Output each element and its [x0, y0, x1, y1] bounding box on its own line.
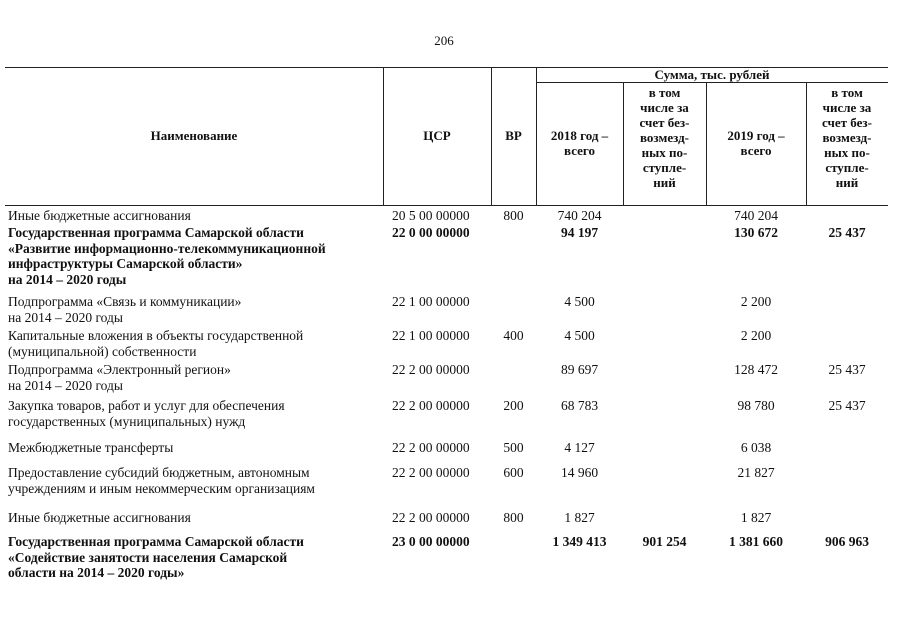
row-name-line: учреждениям и иным некоммерческим организациям: [8, 480, 315, 496]
row-y2018: 14 960: [560, 465, 599, 480]
row-name: [8, 398, 285, 429]
row-name-line: Подпрограмма «Связь и коммуникации»: [8, 294, 242, 309]
row-csr: 22 2 00 00000: [392, 440, 470, 455]
header-line: возмезд-: [822, 130, 872, 145]
sum-group-underline: [536, 82, 888, 83]
header-line: 2018 год –: [550, 128, 609, 143]
header-line: ных по-: [824, 145, 870, 160]
header-line: ступле-: [825, 160, 869, 175]
header-line: всего: [564, 143, 595, 158]
row-y2018: 68 783: [560, 398, 599, 413]
row-y2018: 740 204: [557, 208, 602, 223]
row-name-line: на 2014 – 2020 годы: [8, 377, 123, 393]
header-csr: ЦСР: [423, 128, 451, 143]
row-name: [8, 465, 315, 496]
header-bottom-border: [5, 205, 888, 206]
row-csr: 22 1 00 00000: [392, 294, 470, 309]
row-name-line: «Развитие информационно-телекоммуникационной: [8, 240, 326, 256]
row-name: [8, 534, 304, 581]
row-name-line: Государственная программа Самарской области: [8, 225, 304, 240]
row-name-line: (муниципальной) собственности: [8, 343, 197, 359]
row-csr: 22 2 00 00000: [392, 465, 470, 480]
row-y2018: 1 349 413: [552, 534, 607, 549]
row-name-line: «Содействие занятости населения Самарской: [8, 549, 288, 565]
row-y2019-free: 25 437: [828, 398, 866, 413]
header-vr: ВР: [505, 128, 522, 143]
row-y2018: 4 500: [564, 294, 595, 309]
row-y2018-free: 901 254: [642, 534, 687, 549]
header-line: 2019 год –: [727, 128, 785, 143]
row-csr: 22 2 00 00000: [392, 510, 470, 525]
row-name: [8, 294, 241, 325]
header-name: Наименование: [150, 128, 238, 143]
page-number: 206: [434, 33, 454, 48]
row-name: [8, 362, 231, 393]
header-line: в том: [648, 85, 681, 100]
header-line: ступле-: [642, 160, 687, 175]
header-line: в том: [831, 85, 863, 100]
row-name-line: области на 2014 – 2020 годы»: [8, 565, 185, 580]
row-y2019: 740 204: [734, 208, 778, 223]
row-name: [8, 225, 326, 287]
row-csr: 23 0 00 00000: [392, 534, 470, 549]
row-vr: 800: [503, 208, 524, 223]
row-y2019-free: 906 963: [825, 534, 869, 549]
header-2018-total: [536, 128, 623, 158]
header-2018-free: [623, 85, 706, 190]
row-y2019: 98 780: [737, 398, 775, 413]
row-y2019: 130 672: [734, 225, 778, 240]
row-y2018: 94 197: [560, 225, 599, 240]
row-csr: 22 2 00 00000: [392, 398, 470, 413]
row-name: [8, 328, 303, 359]
row-y2019: 1 381 660: [729, 534, 783, 549]
row-name-line: государственных (муниципальных) нужд: [8, 413, 246, 429]
header-line: счет без-: [822, 115, 872, 130]
row-vr: 400: [503, 328, 524, 343]
row-vr: 800: [503, 510, 524, 525]
row-name-line: Закупка товаров, работ и услуг для обеспечения: [8, 398, 285, 413]
header-line: числе за: [822, 100, 872, 115]
row-name-line: Государственная программа Самарской области: [8, 534, 304, 549]
row-y2019: 128 472: [734, 362, 778, 377]
row-name-line: Межбюджетные трансферты: [8, 440, 174, 455]
header-sum-group: Сумма, тыс. рублей: [654, 67, 770, 82]
row-csr: 22 0 00 00000: [392, 225, 470, 240]
row-vr: 200: [503, 398, 524, 413]
header-line: счет без-: [639, 115, 690, 130]
row-y2019: 21 827: [737, 465, 775, 480]
row-y2019: 2 200: [740, 294, 772, 309]
row-y2018: 1 827: [564, 510, 595, 525]
row-name: [8, 510, 191, 526]
row-name-line: Подпрограмма «Электронный регион»: [8, 362, 231, 377]
row-csr: 22 2 00 00000: [392, 362, 470, 377]
header-line: возмезд-: [640, 130, 689, 145]
row-y2019-free: 25 437: [828, 362, 866, 377]
row-csr: 22 1 00 00000: [392, 328, 470, 343]
row-name-line: Иные бюджетные ассигнования: [8, 208, 191, 223]
row-name-line: на 2014 – 2020 годы: [8, 271, 127, 287]
row-y2018: 4 127: [564, 440, 595, 455]
header-line: ний: [653, 175, 676, 190]
row-name-line: Иные бюджетные ассигнования: [8, 510, 191, 525]
row-name-line: инфраструктуры Самарской области»: [8, 256, 243, 271]
row-name-line: Предоставление субсидий бюджетным, автономным: [8, 465, 310, 480]
row-y2019: 2 200: [740, 328, 772, 343]
row-name-line: Капитальные вложения в объекты государственной: [8, 328, 304, 343]
row-y2018: 89 697: [560, 362, 599, 377]
row-name-line: на 2014 – 2020 годы: [8, 309, 123, 325]
row-csr: 20 5 00 00000: [392, 208, 470, 223]
header-line: всего: [740, 143, 772, 158]
row-name: [8, 440, 173, 456]
header-2019-total: [706, 128, 806, 158]
row-name: [8, 208, 191, 224]
row-y2019: 1 827: [740, 510, 772, 525]
row-y2019: 6 038: [740, 440, 772, 455]
row-vr: 500: [503, 440, 524, 455]
header-2019-free: [806, 85, 888, 190]
header-line: числе за: [640, 100, 689, 115]
row-vr: 600: [503, 465, 524, 480]
header-line: ний: [835, 175, 859, 190]
header-line: ных по-: [641, 145, 688, 160]
row-y2018: 4 500: [564, 328, 595, 343]
row-y2019-free: 25 437: [828, 225, 866, 240]
